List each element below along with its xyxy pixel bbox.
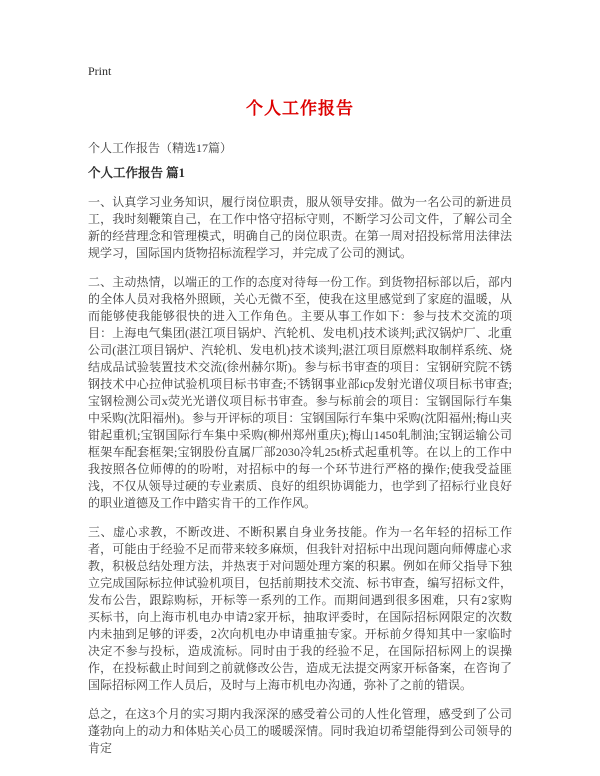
page-title: 个人工作报告 (246, 99, 354, 118)
paragraph-4: 总之，在这3个月的实习期内我深深的感受着公司的人性化管理，感受到了公司蓬勃向上的动力和体贴关心员工的暖暖深情。同时我迫切希望能得到公司领导的肯定 (88, 707, 512, 755)
paragraph-2: 二、主动热情，以端正的工作的态度对待每一份工作。到货物招标部以后，部内的全体人员对我格外照顾，关心无微不至，使我在这里感觉到了家庭的温暖，从而能够使我能够很快的进入工作角色。主要从事工作如下：参与技术交流的项目：上海电气集团(湛江项目锅炉、汽轮机、发电机)技术谈判;武汉锅炉厂、北重公司(湛江项目锅炉、汽轮机、发电机)技术谈判;湛江项目原燃料取制样系统、烧结成品试验装置技术交流(徐州赫尔斯)。参与标书审查的项目：宝钢研究院不锈钢技术中心拉伸试验机项目标书审查;不锈钢事业部icp发射光谱仪项目标书审查;宝钢检测公司x荧光光谱仪项目标书审查。参与标前会的项目：宝钢国际行车集中采购(沈阳福州)。参与开评标的项目：宝钢国际行车集中采购(沈阳福州;梅山夹钳起重机;宝钢国际行车集中采购(柳州郑州重庆);梅山1450轧制油;宝钢运输公司框架车配套框架;宝钢股份直属厂部2030冷轧25t桥式起重机等。在以上的工作中我按照各位师傅的的吩咐，对招标中的每一个环节进行严格的操作;使我受益匪浅，不仅从领导过硬的专业素质、良好的组织协调能力，也学到了招标行业良好的职业道德及工作中踏实肯干的工作作风。 (88, 275, 512, 510)
paragraph-1: 一、认真学习业务知识，履行岗位职责，服从领导安排。做为一名公司的新进员工，我时刻鞭策自己，在工作中恪守招标守则，不断学习公司文件，了解公司全新的经营理念和管理模式，明确自己的岗位职责。在第一周对招投标常用法律法规学习，国际国内货物招标流程学习，并完成了公司的测试。 (88, 195, 512, 260)
doc-subtitle: 个人工作报告（精选17篇） (88, 141, 233, 155)
section-heading: 个人工作报告 篇1 (88, 166, 185, 180)
paragraph-3: 三、虚心求教，不断改进、不断积累自身业务技能。作为一名年轻的招标工作者，可能由于经验不足而带来较多麻烦，但我针对招标中出现问题向师傅虚心求教，积极总结处理方法，并热衷于对问题处理方案的积累。例如在师父指导下独立完成国际标拉伸试验机项目，包括前期技术交流、标书审查，编写招标文件，发布公告，跟踪购标，开标等一系列的工作。而期间遇到很多困难，只有2家购买标书，向上海市机电办申请2家开标，抽取评委时，在国际招标网限定的次数内未抽到足够的评委，2次向机电办申请重抽专家。开标前夕得知其中一家临时决定不参与投标，造成流标。同时由于我的经验不足，在国际招标网上的误操作，在投标截止时间到之前就修改公告，造成无法提交两家开标备案，在咨询了国际招标网工作人员后，及时与上海市机电办沟通，弥补了之前的错误。 (88, 525, 512, 692)
print-link[interactable]: Print (88, 64, 112, 78)
